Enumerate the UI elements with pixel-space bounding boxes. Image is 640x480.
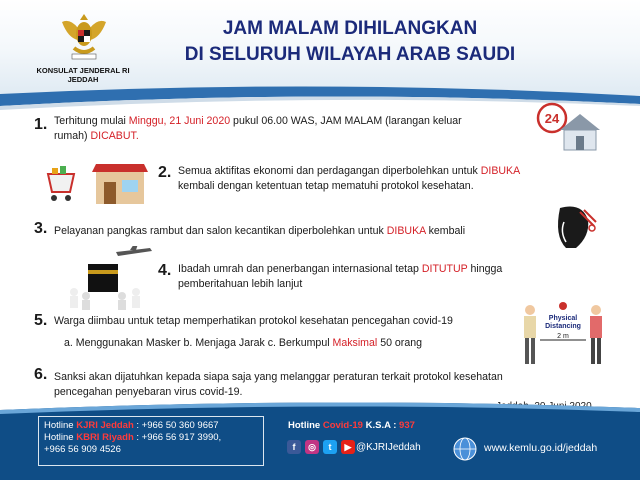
item-1-part2: pukul 06.00 WAS, JAM MALAM (larangan keluar (230, 115, 462, 127)
twitter-icon[interactable]: t (323, 440, 337, 454)
item-3-part2: kembali (425, 225, 466, 237)
item-number: 2. (158, 164, 172, 181)
clock-badge: 24 (544, 111, 560, 126)
item-5-sub1: a. Menggunakan Masker b. Menjaga Jarak c. Berkumpul (64, 337, 333, 349)
item-3-part1: Pelayanan pangkas rambut dan salon kecantikan diperbolehkan untuk (54, 225, 387, 237)
title-line2: DI SELURUH WILAYAH ARAB SAUDI (184, 44, 516, 65)
item-4-part3: pemberitahuan lebih lanjut (178, 278, 303, 290)
kaaba-plane-icon (60, 246, 156, 310)
item-number: 1. (34, 116, 48, 133)
consulate-line2: JEDDAH (67, 75, 99, 84)
item-5-sub2: 50 orang (377, 337, 423, 349)
item-2-status: DIBUKA (480, 165, 521, 177)
item-2-text (178, 164, 598, 194)
item-5-sublist (64, 336, 504, 351)
website-link[interactable]: www.kemlu.go.id/jeddah (484, 442, 598, 454)
physical-distancing-icon (516, 300, 608, 370)
kjri-number: : +966 50 360 9667 (133, 420, 219, 431)
item-4-status: DITUTUP (421, 263, 468, 275)
title-line1: JAM MALAM DIHILANGKAN (222, 18, 478, 39)
covid-ksa: K.S.A : (362, 420, 400, 431)
social-icons (287, 440, 355, 454)
item-1-status: DICABUT. (90, 130, 139, 142)
covid-number: 937 (399, 420, 415, 431)
hotline-kbri (44, 432, 258, 444)
distancing-title2: Distancing (545, 323, 581, 330)
social-handle[interactable]: @KJRIJeddah (356, 442, 421, 453)
item-1-part3: rumah) (54, 130, 91, 142)
item-1-part1: Terhitung mulai (54, 115, 129, 127)
distancing-title: Physical (548, 315, 578, 322)
item-5-sub-red: Maksimal (332, 337, 378, 349)
item-3-text (54, 224, 524, 239)
covid-red: Covid-19 (322, 420, 363, 431)
item-number: 6. (34, 366, 48, 383)
covid-label: Hotline (288, 420, 323, 431)
facebook-icon[interactable]: f (287, 440, 301, 454)
kjri-label: KJRI Jeddah (76, 420, 134, 431)
hotline-label: Hotline (44, 420, 77, 431)
distance-label: 2 m (557, 333, 569, 340)
item-5-text: Warga diimbau untuk tetap memperhatikan protokol kesehatan pencegahan covid-19 (54, 315, 453, 327)
hotline-kjri (44, 420, 258, 432)
kbri-number: : +966 56 917 3990, (133, 432, 222, 443)
item-2-part2: kembali dengan ketentuan tetap mematuhi protokol kesehatan. (178, 180, 474, 192)
kbri-label: KBRI Riyadh (76, 432, 134, 443)
item-number: 5. (34, 312, 48, 329)
globe-icon (452, 436, 478, 462)
instagram-icon[interactable]: ◎ (305, 440, 319, 454)
item-4-text (178, 262, 598, 292)
covid-hotline (288, 420, 415, 431)
hotline-box (38, 416, 264, 466)
item-6-part1: Sanksi akan dijatuhkan kepada siapa saja yang melanggar peraturan terkait protokol kesehatan (54, 371, 503, 383)
item-number: 4. (158, 262, 172, 279)
shop-icon (40, 160, 150, 208)
consulate-line1: KONSULAT JENDERAL RI (36, 66, 130, 75)
salon-icon (546, 202, 602, 252)
item-1-text (54, 114, 510, 144)
page-title (150, 16, 550, 68)
item-4-part2: hingga (467, 263, 503, 275)
hotline-label: Hotline (44, 432, 77, 443)
item-4-part1: Ibadah umrah dan penerbangan internasional tetap (178, 263, 422, 275)
youtube-icon[interactable]: ▶ (341, 440, 355, 454)
item-6-part2: pencegahan penyebaran virus covid-19. (54, 386, 243, 398)
consulate-name (24, 66, 142, 84)
item-2-part1: Semua aktifitas ekonomi dan perdagangan diperbolehkan untuk (178, 165, 481, 177)
item-1-date: Minggu, 21 Juni 2020 (128, 115, 231, 127)
item-3-status: DIBUKA (386, 225, 426, 237)
house-clock-icon (532, 100, 602, 152)
garuda-emblem-icon (58, 8, 110, 64)
kbri-number-2: +966 56 909 4526 (44, 444, 121, 455)
item-number: 3. (34, 220, 48, 237)
